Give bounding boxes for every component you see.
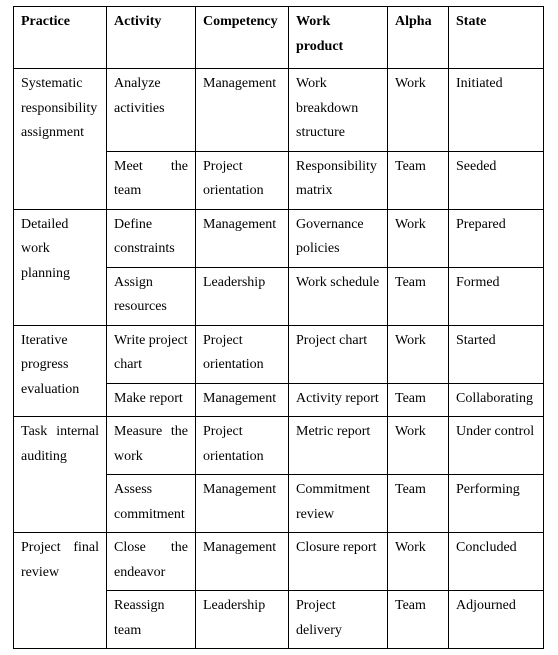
alpha-cell: Work bbox=[388, 533, 449, 591]
activity-cell: Analyze activities bbox=[107, 69, 196, 152]
work-product-cell: Activity report bbox=[289, 383, 388, 417]
state-cell: Started bbox=[449, 325, 544, 383]
alpha-cell: Work bbox=[388, 69, 449, 152]
state-cell: Seeded bbox=[449, 151, 544, 209]
header-activity: Activity bbox=[107, 7, 196, 69]
practices-table bbox=[13, 6, 544, 649]
activity-cell: Meet the team bbox=[107, 151, 196, 209]
header-alpha: Alpha bbox=[388, 7, 449, 69]
state-cell: Prepared bbox=[449, 209, 544, 267]
work-product-cell: Metric report bbox=[289, 417, 388, 475]
activity-cell: Write project chart bbox=[107, 325, 196, 383]
activity-cell: Define constraints bbox=[107, 209, 196, 267]
alpha-cell: Work bbox=[388, 209, 449, 267]
work-product-cell: Project delivery bbox=[289, 591, 388, 649]
state-cell: Adjourned bbox=[449, 591, 544, 649]
activity-cell: Assess commitment bbox=[107, 475, 196, 533]
activity-cell: Reassign team bbox=[107, 591, 196, 649]
header-row bbox=[14, 7, 544, 69]
state-cell: Collaborating bbox=[449, 383, 544, 417]
state-cell: Under control bbox=[449, 417, 544, 475]
state-cell: Concluded bbox=[449, 533, 544, 591]
competency-cell: Project orientation bbox=[196, 325, 289, 383]
header-work-product: Work product bbox=[289, 7, 388, 69]
competency-cell: Project orientation bbox=[196, 151, 289, 209]
table-row bbox=[14, 69, 544, 152]
competency-cell: Management bbox=[196, 533, 289, 591]
alpha-cell: Team bbox=[388, 475, 449, 533]
practice-cell: Detailed work planning bbox=[14, 209, 107, 325]
work-product-cell: Governance policies bbox=[289, 209, 388, 267]
work-product-cell: Work breakdown structure bbox=[289, 69, 388, 152]
header-state: State bbox=[449, 7, 544, 69]
activity-cell: Assign resources bbox=[107, 267, 196, 325]
work-product-cell: Work schedule bbox=[289, 267, 388, 325]
alpha-cell: Team bbox=[388, 267, 449, 325]
alpha-cell: Team bbox=[388, 151, 449, 209]
table-row bbox=[14, 417, 544, 475]
table-row bbox=[14, 325, 544, 383]
alpha-cell: Team bbox=[388, 383, 449, 417]
competency-cell: Management bbox=[196, 209, 289, 267]
competency-cell: Management bbox=[196, 475, 289, 533]
activity-cell: Make report bbox=[107, 383, 196, 417]
alpha-cell: Work bbox=[388, 417, 449, 475]
work-product-cell: Responsibility matrix bbox=[289, 151, 388, 209]
work-product-cell: Closure report bbox=[289, 533, 388, 591]
alpha-cell: Work bbox=[388, 325, 449, 383]
activity-cell: Measure the work bbox=[107, 417, 196, 475]
work-product-cell: Project chart bbox=[289, 325, 388, 383]
state-cell: Formed bbox=[449, 267, 544, 325]
practice-cell: Systematic responsibility assignment bbox=[14, 69, 107, 210]
header-competency: Competency bbox=[196, 7, 289, 69]
state-cell: Performing bbox=[449, 475, 544, 533]
state-cell: Initiated bbox=[449, 69, 544, 152]
competency-cell: Management bbox=[196, 69, 289, 152]
activity-cell: Close the endeavor bbox=[107, 533, 196, 591]
alpha-cell: Team bbox=[388, 591, 449, 649]
table-row bbox=[14, 209, 544, 267]
header-practice: Practice bbox=[14, 7, 107, 69]
practice-cell: Task internal auditing bbox=[14, 417, 107, 533]
table-row bbox=[14, 533, 544, 591]
competency-cell: Leadership bbox=[196, 267, 289, 325]
practice-cell: Iterative progress evaluation bbox=[14, 325, 107, 417]
competency-cell: Leadership bbox=[196, 591, 289, 649]
practice-cell: Project final review bbox=[14, 533, 107, 649]
competency-cell: Management bbox=[196, 383, 289, 417]
work-product-cell: Commitment review bbox=[289, 475, 388, 533]
competency-cell: Project orientation bbox=[196, 417, 289, 475]
